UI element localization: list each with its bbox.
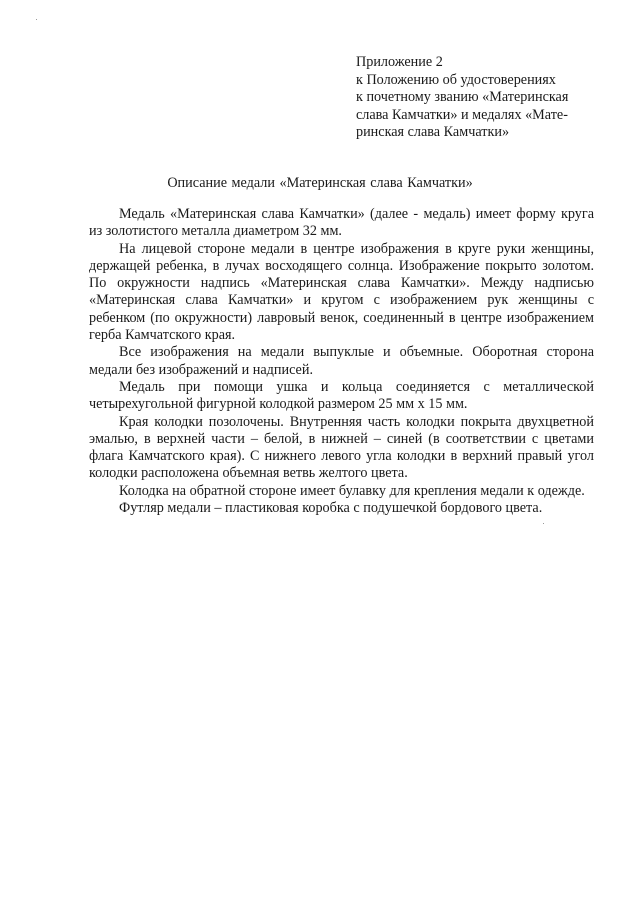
scan-speck <box>36 19 37 20</box>
paragraph: Медаль при помощи ушка и кольца соединяется с металлической четырехугольной фигурной колодкой размером 25 мм х 15 мм. <box>89 378 594 413</box>
document-body <box>89 206 594 517</box>
paragraph: Края колодки позолочены. Внутренняя часть колодки покрыта двухцветной эмалью, в верхней части – белой, в нижней – синей (в соответствии с цветами флага Камчатского края). С нижнего левого угла колодки в верхний правый угол колодки расположена объемная ветвь желтого цвета. <box>89 413 594 482</box>
appendix-line: к почетному званию «Материнская <box>356 89 569 105</box>
paragraph: Футляр медали – пластиковая коробка с подушечкой бордового цвета. <box>119 500 543 517</box>
paragraph: Все изображения на медали выпуклые и объемные. Оборотная сторона медали без изображений и надписей. <box>89 344 594 378</box>
appendix-line: к Положению об удостоверениях <box>356 71 556 88</box>
appendix-line: Приложение 2 <box>356 54 443 70</box>
scan-speck <box>543 523 544 524</box>
paragraph: Колодка на обратной стороне имеет булавку для крепления медали к одежде. <box>119 482 585 499</box>
document-title: Описание медали «Материнская слава Камчатки» <box>167 175 473 191</box>
appendix-line: слава Камчатки» и медалях «Мате- <box>356 106 568 123</box>
paragraph: На лицевой стороне медали в центре изображения в круге руки женщины, держащей ребенка, в лучах восходящего солнца. Изображение покрыто золотом. По окружности надпись «Материнская слава Камчатки». Между надписью «Материнская слава Камчатки» и кругом с изображением рук женщины с ребенком (по окружности) лавровый венок, соединенный в центре изображением герба Камчатского края. <box>89 240 594 344</box>
paragraph: Медаль «Материнская слава Камчатки» (далее - медаль) имеет форму круга из золотистого металла диаметром 32 мм. <box>89 206 594 240</box>
appendix-header <box>356 54 606 142</box>
appendix-line: ринская слава Камчатки» <box>356 124 510 140</box>
